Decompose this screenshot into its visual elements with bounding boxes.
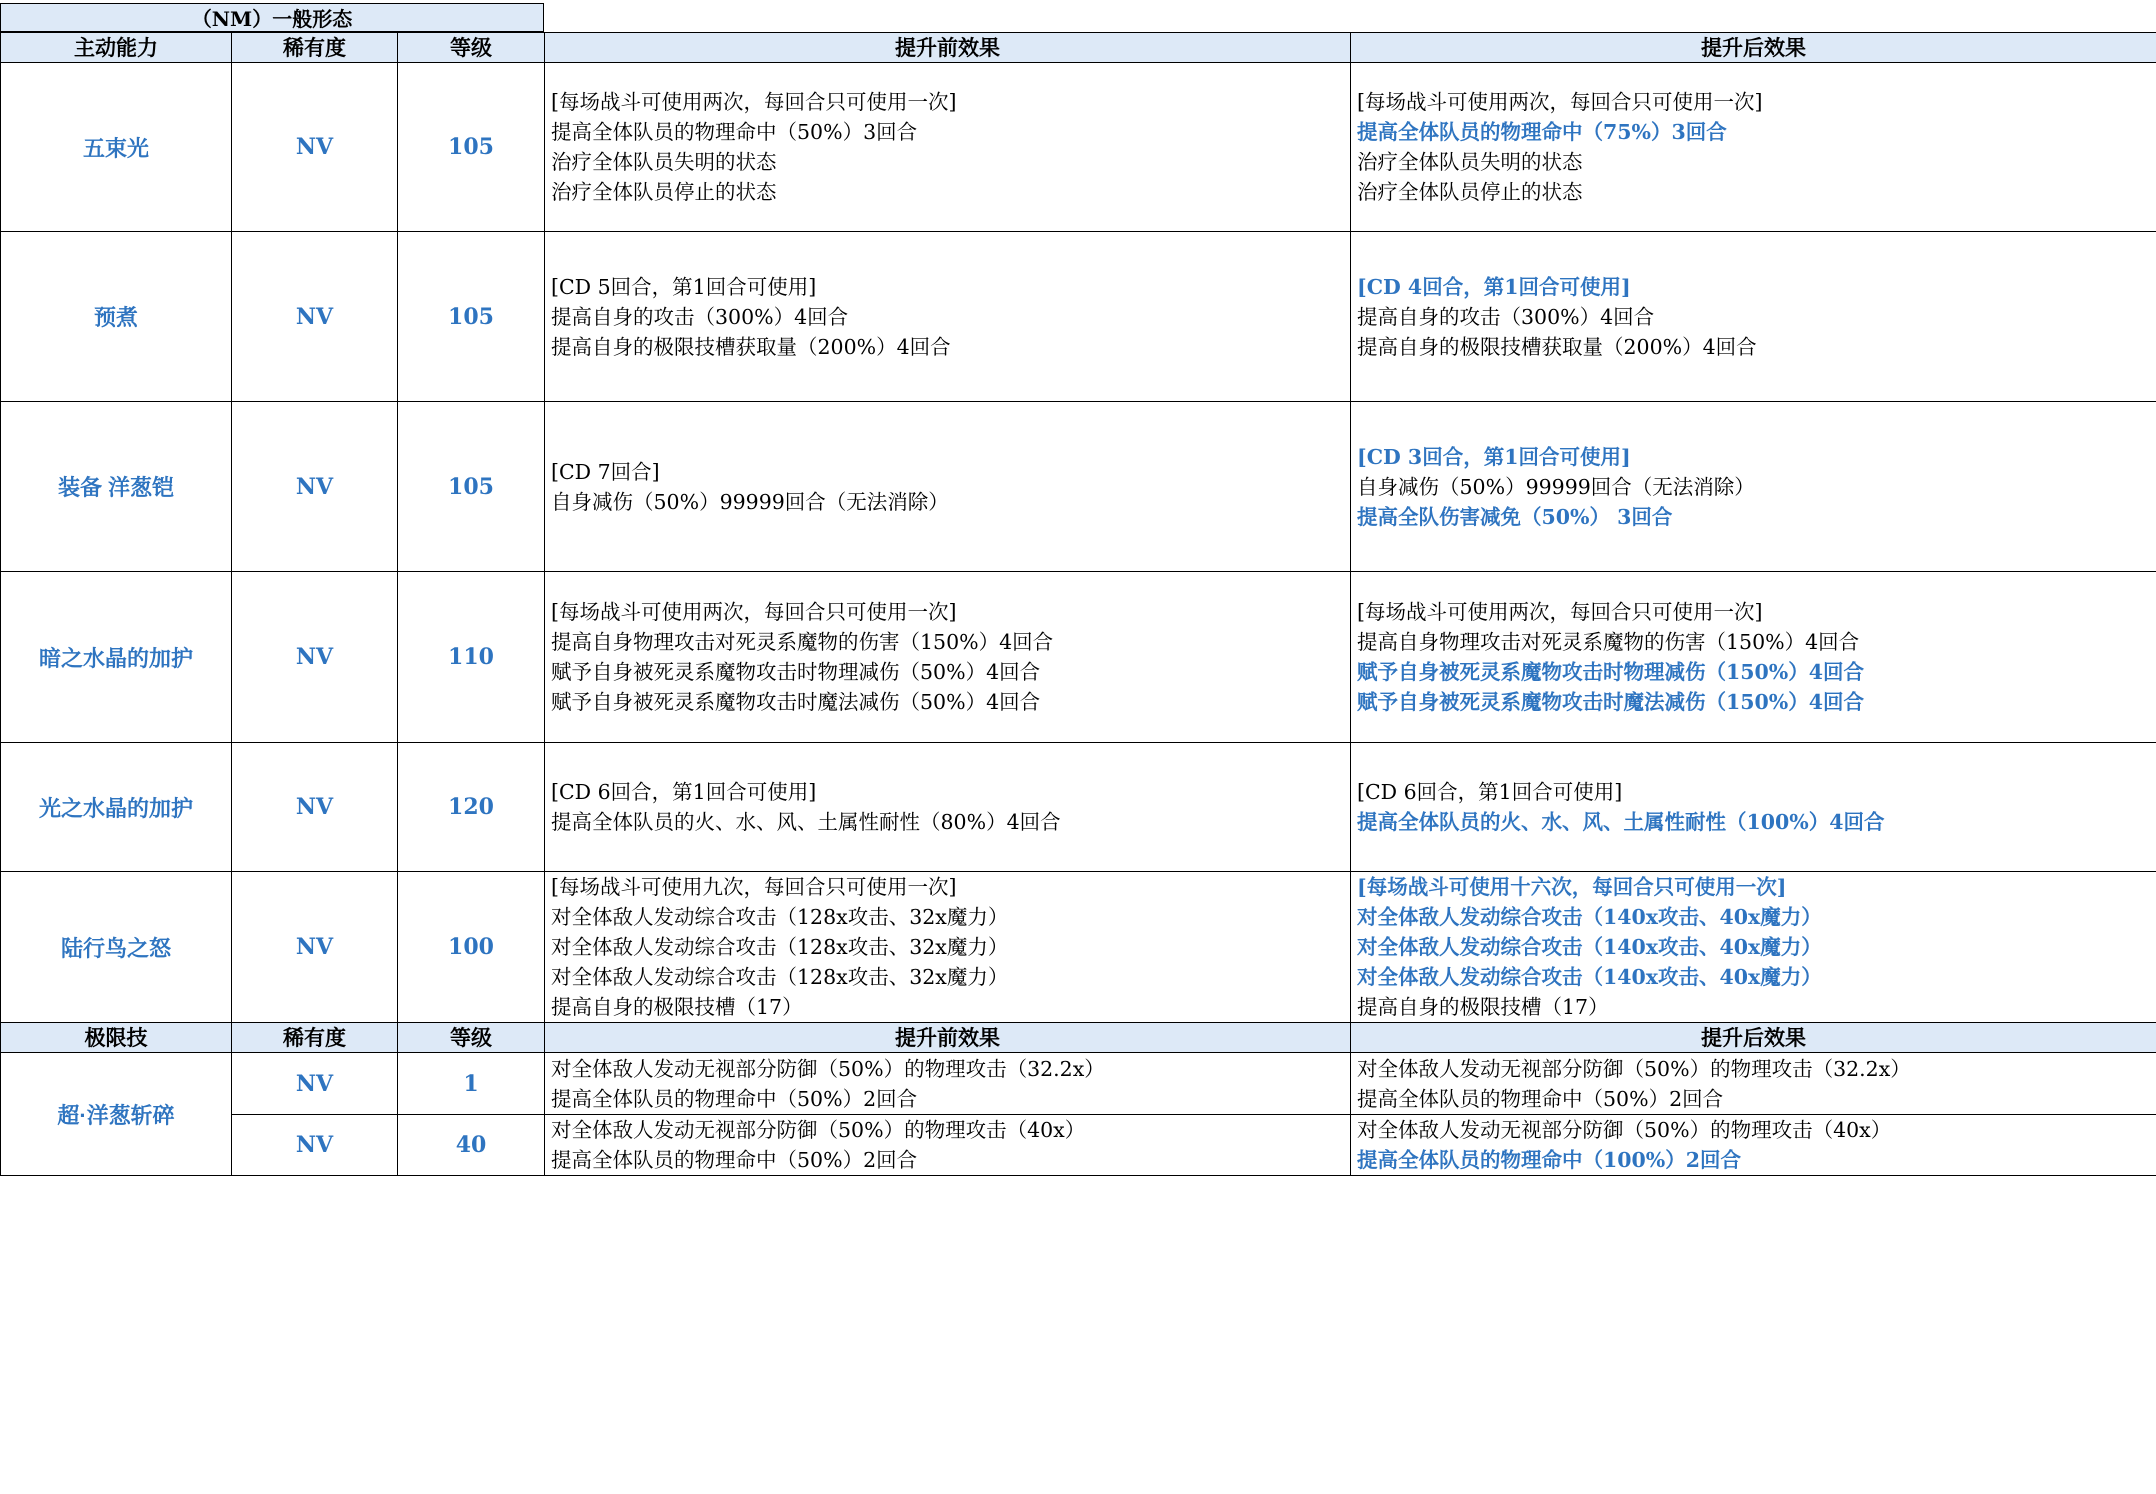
effect-line: 对全体敌人发动无视部分防御（50%）的物理攻击（40x） (551, 1118, 1086, 1142)
effect-line: 提高自身的攻击（300%）4回合 (1357, 304, 1655, 329)
effect-line: 对全体敌人发动综合攻击（140x攻击、40x魔力） (1357, 905, 1822, 929)
effect-line: 对全体敌人发动无视部分防御（50%）的物理攻击（40x） (1357, 1118, 1892, 1142)
level-cell[interactable]: 105 (398, 402, 545, 572)
effect-line: 提高自身的极限技槽（17） (1357, 995, 1609, 1019)
level-cell[interactable]: 110 (398, 572, 545, 743)
effect-line: 提高全体队员的物理命中（50%）2回合 (1357, 1086, 1724, 1111)
skills-table-body (1, 33, 2156, 1176)
effect-line: 提高自身的极限技槽（17） (551, 995, 803, 1019)
rarity-cell[interactable]: NV (232, 232, 398, 402)
effect-line: 提高全体队员的物理命中（50%）3回合 (551, 120, 918, 144)
effect-line: [CD 6回合，第1回合可使用] (551, 780, 817, 804)
effect-line: 自身减伤（50%）99999回合（无法消除） (1357, 474, 1755, 499)
effect-line: 自身减伤（50%）99999回合（无法消除） (551, 489, 949, 514)
skill-name-cell[interactable]: 预煮 (1, 232, 232, 402)
skill-name-cell[interactable]: 暗之水晶的加护 (1, 572, 232, 743)
after-effect-cell[interactable] (1351, 1115, 2156, 1176)
effect-line: 对全体敌人发动综合攻击（128x攻击、32x魔力） (551, 905, 1009, 929)
effect-line: [每场战斗可使用两次，每回合只可使用一次] (551, 600, 957, 624)
effect-line: [CD 4回合，第1回合可使用] (1357, 274, 1631, 299)
before-effect-cell[interactable] (545, 1053, 1351, 1115)
rarity-cell[interactable]: NV (232, 1053, 398, 1115)
effect-line: 对全体敌人发动无视部分防御（50%）的物理攻击（32.2x） (551, 1056, 1105, 1081)
level-cell[interactable]: 100 (398, 872, 545, 1023)
effect-line: [每场战斗可使用九次，每回合只可使用一次] (551, 875, 957, 899)
effect-line: [CD 7回合] (551, 459, 660, 484)
limit-header-before-effect[interactable]: 提升前效果 (545, 1023, 1351, 1053)
level-cell[interactable]: 120 (398, 743, 545, 872)
after-effect-cell[interactable] (1351, 743, 2156, 872)
limit-header-level[interactable]: 等级 (398, 1023, 545, 1053)
effect-line: 赋予自身被死灵系魔物攻击时魔法减伤（150%）4回合 (1357, 690, 1865, 714)
effect-line: 赋予自身被死灵系魔物攻击时魔法减伤（50%）4回合 (551, 690, 1041, 714)
level-cell[interactable]: 1 (398, 1053, 545, 1115)
effect-line: 治疗全体队员失明的状态 (1357, 150, 1583, 174)
effect-line: 提高全体队员的火、水、风、土属性耐性（80%）4回合 (551, 810, 1061, 834)
effect-line: [每场战斗可使用两次，每回合只可使用一次] (1357, 90, 1763, 114)
effect-line: 治疗全体队员停止的状态 (551, 180, 777, 204)
skill-name-cell[interactable]: 陆行鸟之怒 (1, 872, 232, 1023)
before-effect-cell[interactable] (545, 1115, 1351, 1176)
effect-line: [CD 5回合，第1回合可使用] (551, 274, 817, 299)
limit-header-after-effect[interactable]: 提升后效果 (1351, 1023, 2156, 1053)
level-cell[interactable]: 105 (398, 63, 545, 232)
before-effect-cell[interactable] (545, 402, 1351, 572)
before-effect-cell[interactable] (545, 743, 1351, 872)
skill-name-cell[interactable]: 光之水晶的加护 (1, 743, 232, 872)
limit-header-ability[interactable]: 极限技 (1, 1023, 232, 1053)
effect-line: [每场战斗可使用两次，每回合只可使用一次] (551, 90, 957, 114)
effect-line: 治疗全体队员失明的状态 (551, 150, 777, 174)
effect-line: 对全体敌人发动综合攻击（128x攻击、32x魔力） (551, 935, 1009, 959)
after-effect-cell[interactable] (1351, 1053, 2156, 1115)
skill-name-cell[interactable]: 五束光 (1, 63, 232, 232)
limit-skill-row (1, 1053, 2156, 1115)
before-effect-cell[interactable] (545, 572, 1351, 743)
skill-name-cell[interactable]: 装备 洋葱铠 (1, 402, 232, 572)
rarity-cell[interactable]: NV (232, 1115, 398, 1176)
active-header-after-effect[interactable]: 提升后效果 (1351, 33, 2156, 63)
level-cell[interactable]: 40 (398, 1115, 545, 1176)
effect-line: 对全体敌人发动综合攻击（140x攻击、40x魔力） (1357, 965, 1822, 989)
effect-line: 赋予自身被死灵系魔物攻击时物理减伤（50%）4回合 (551, 660, 1041, 684)
effect-line: 提高全体队员的物理命中（50%）2回合 (551, 1148, 918, 1172)
active-header-before-effect[interactable]: 提升前效果 (545, 33, 1351, 63)
effect-line: 对全体敌人发动综合攻击（128x攻击、32x魔力） (551, 965, 1009, 989)
effect-line: [每场战斗可使用两次，每回合只可使用一次] (1357, 600, 1763, 624)
after-effect-cell[interactable] (1351, 402, 2156, 572)
effect-line: [每场战斗可使用十六次，每回合只可使用一次] (1357, 875, 1787, 899)
limit-header-rarity[interactable]: 稀有度 (232, 1023, 398, 1053)
effect-line: 提高全体队员的物理命中（75%）3回合 (1357, 120, 1727, 144)
rarity-cell[interactable]: NV (232, 572, 398, 743)
rarity-cell[interactable]: NV (232, 63, 398, 232)
limit-skill-row (1, 1115, 2156, 1176)
active-header-rarity[interactable]: 稀有度 (232, 33, 398, 63)
active-header-level[interactable]: 等级 (398, 33, 545, 63)
active-skill-row (1, 572, 2156, 743)
effect-line: 提高全体队员的物理命中（100%）2回合 (1357, 1148, 1742, 1172)
before-effect-cell[interactable] (545, 63, 1351, 232)
after-effect-cell[interactable] (1351, 572, 2156, 743)
rarity-cell[interactable]: NV (232, 743, 398, 872)
limit-header-row (1, 1023, 2156, 1053)
active-skill-row (1, 63, 2156, 232)
effect-line: 提高自身物理攻击对死灵系魔物的伤害（150%）4回合 (1357, 630, 1860, 654)
rarity-cell[interactable]: NV (232, 872, 398, 1023)
active-header-row (1, 33, 2156, 63)
effect-line: 提高自身的极限技槽获取量（200%）4回合 (551, 334, 951, 359)
active-skill-row (1, 402, 2156, 572)
effect-line: 治疗全体队员停止的状态 (1357, 180, 1583, 204)
rarity-cell[interactable]: NV (232, 402, 398, 572)
effect-line: 赋予自身被死灵系魔物攻击时物理减伤（150%）4回合 (1357, 660, 1865, 684)
effect-line: 提高自身物理攻击对死灵系魔物的伤害（150%）4回合 (551, 630, 1054, 654)
effect-line: 对全体敌人发动综合攻击（140x攻击、40x魔力） (1357, 935, 1822, 959)
effect-line: [CD 6回合，第1回合可使用] (1357, 780, 1623, 804)
after-effect-cell[interactable] (1351, 872, 2156, 1023)
before-effect-cell[interactable] (545, 872, 1351, 1023)
effect-line: 提高全体队员的火、水、风、土属性耐性（100%）4回合 (1357, 810, 1885, 834)
effect-line: [CD 3回合，第1回合可使用] (1357, 444, 1631, 469)
effect-line: 提高自身的攻击（300%）4回合 (551, 304, 849, 329)
active-header-ability[interactable]: 主动能力 (1, 33, 232, 63)
effect-line: 对全体敌人发动无视部分防御（50%）的物理攻击（32.2x） (1357, 1056, 1911, 1081)
after-effect-cell[interactable] (1351, 232, 2156, 402)
effect-line: 提高全队伤害减免（50%） 3回合 (1357, 504, 1673, 529)
active-skill-row (1, 232, 2156, 402)
active-skill-row (1, 743, 2156, 872)
effect-line: 提高全体队员的物理命中（50%）2回合 (551, 1086, 918, 1111)
limit-name-cell[interactable]: 超·洋葱斩碎 (1, 1053, 232, 1176)
active-skill-row (1, 872, 2156, 1023)
form-title-cell[interactable]: （NM）一般形态 (0, 3, 544, 32)
before-effect-cell[interactable] (545, 232, 1351, 402)
after-effect-cell[interactable] (1351, 63, 2156, 232)
skills-table (0, 32, 2156, 1176)
level-cell[interactable]: 105 (398, 232, 545, 402)
effect-line: 提高自身的极限技槽获取量（200%）4回合 (1357, 334, 1757, 359)
